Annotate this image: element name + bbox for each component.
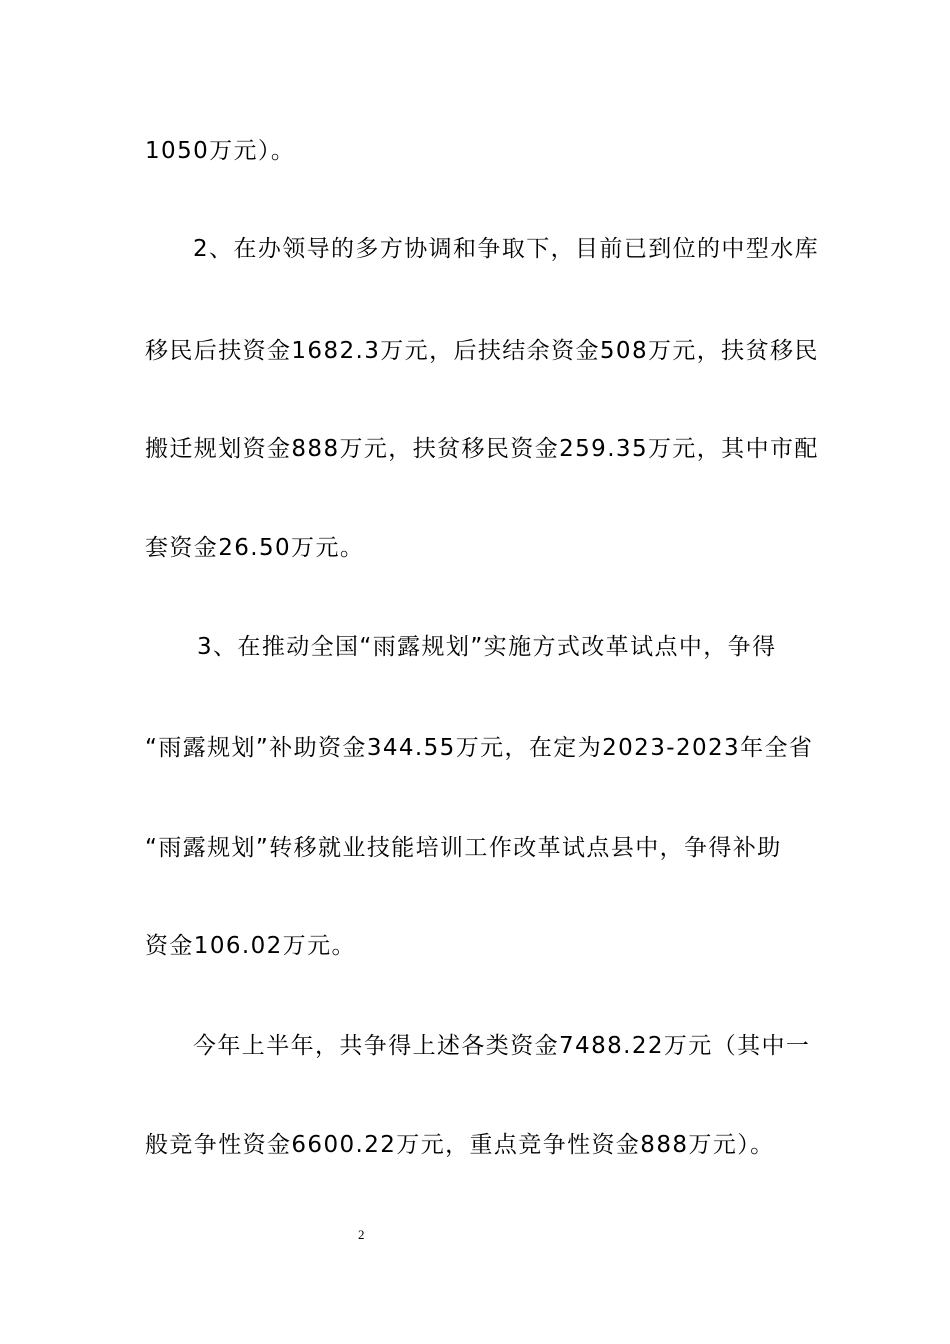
text-line-11: 般竞争性资金6600.22万元，重点竞争性资金888万元）。 bbox=[145, 1132, 775, 1158]
text-line-8: “雨露规划”转移就业技能培训工作改革试点县中，争得补助 bbox=[145, 835, 782, 861]
text-line-9: 资金106.02万元。 bbox=[145, 933, 356, 959]
text-line-5: 套资金26.50万元。 bbox=[145, 535, 365, 561]
text-line-3: 移民后扶资金1682.3万元，后扶结余资金508万元，扶贫移民 bbox=[145, 338, 819, 364]
page-number: 2 bbox=[358, 1227, 365, 1242]
text-line-6: 3、在推动全国“雨露规划”实施方式改革试点中，争得 bbox=[197, 634, 777, 660]
text-line-7: “雨露规划”补助资金344.55万元，在定为2023-2023年全省 bbox=[145, 735, 814, 761]
text-line-4: 搬迁规划资金888万元，扶贫移民资金259.35万元，其中市配 bbox=[145, 436, 819, 462]
text-line-2: 2、在办领导的多方协调和争取下，目前已到位的中型水库 bbox=[193, 236, 820, 262]
text-line-10: 今年上半年，共争得上述各类资金7488.22万元（其中一 bbox=[193, 1033, 811, 1059]
text-line-1: 1050万元）。 bbox=[145, 138, 296, 164]
